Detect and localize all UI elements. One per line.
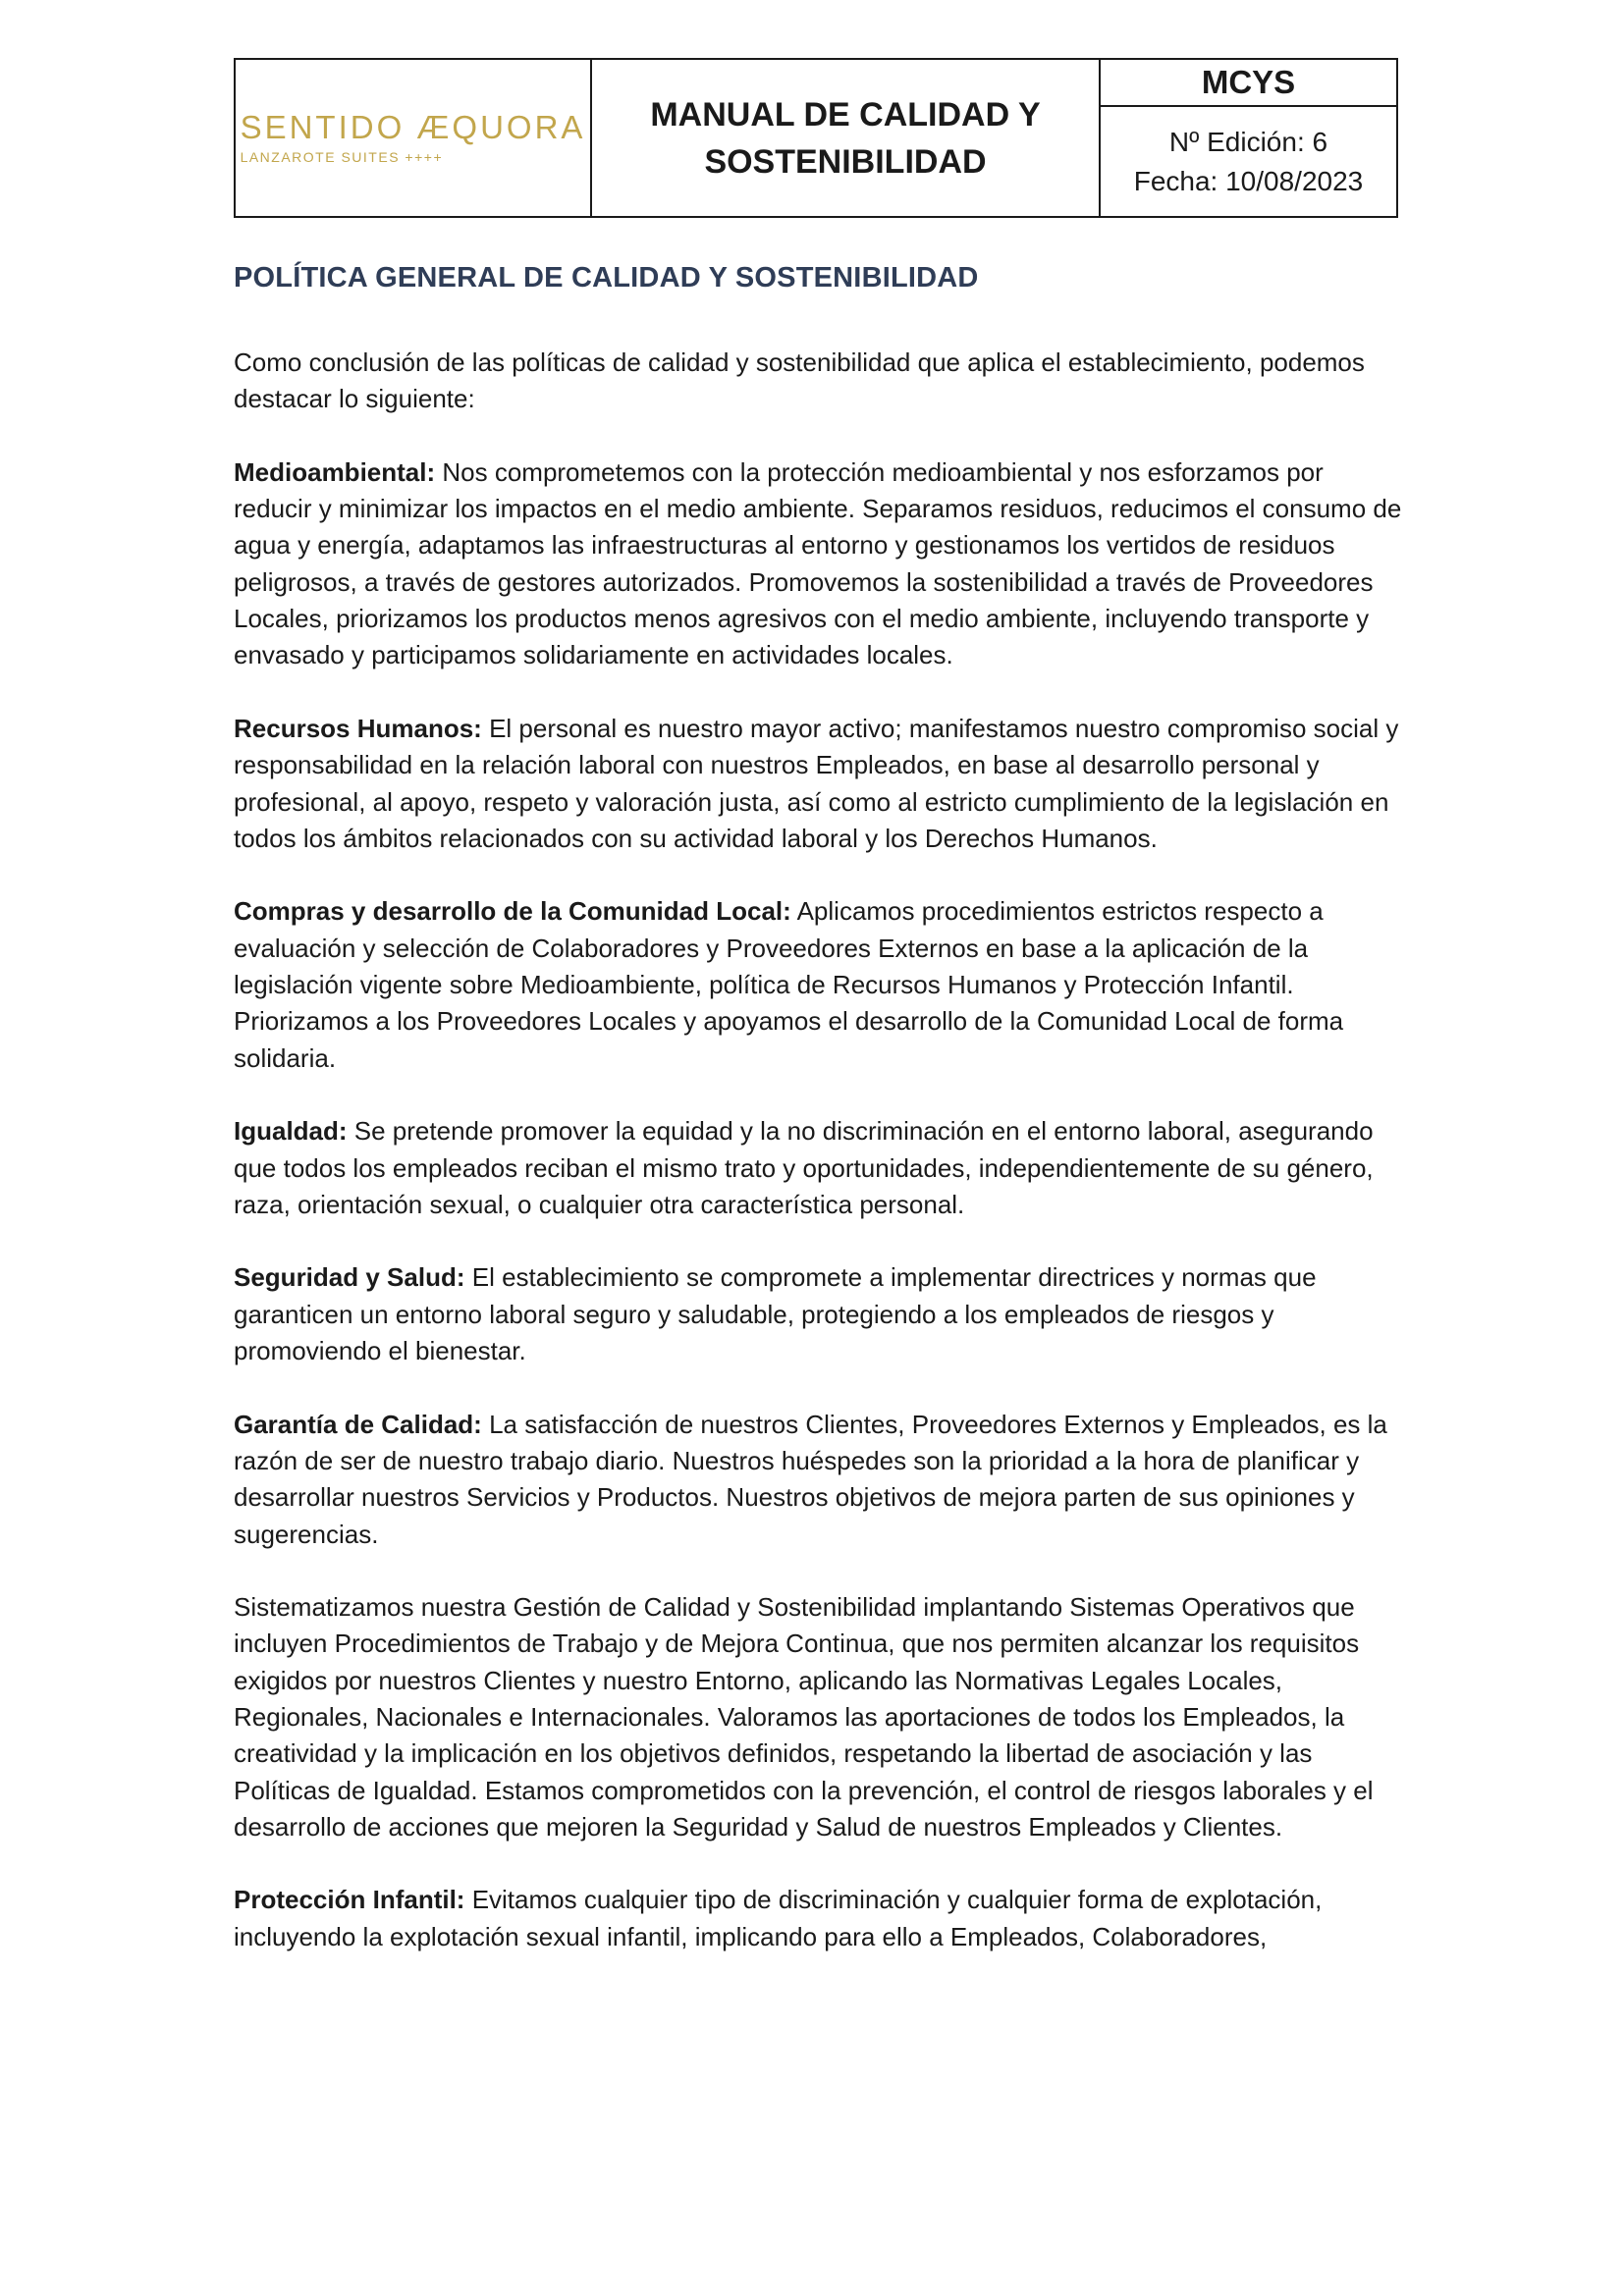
document-header bbox=[234, 58, 1398, 218]
page-title: POLÍTICA GENERAL DE CALIDAD Y SOSTENIBILIDAD bbox=[234, 262, 979, 294]
logo-main-text: SENTIDO ÆQUORA bbox=[240, 109, 586, 145]
edition-date: Fecha: 10/08/2023 bbox=[1133, 165, 1364, 196]
policy-paragraph bbox=[234, 1113, 1402, 1223]
policy-text: Nos comprometemos con la protección medioambiental y nos esforzamos por reducir y minimizar los impactos en el medio ambiente. Separamos residuos, reducimos el consumo de agua y energía, adaptamos las infraestructuras al entorno y gestionamos los vertidos de residuos peligrosos, a través de gestores autorizados. Promovemos la sostenibilidad a través de Proveedores Locales, priorizamos los productos menos agresivos con el medio ambiente, incluyendo transporte y envasado y participamos solidariamente en actividades locales. bbox=[234, 456, 1402, 670]
policy-paragraph bbox=[234, 893, 1402, 1076]
policy-text: Se pretende promover la equidad y la no discriminación en el entorno laboral, asegurando que todos los empleados reciban el mismo trato y oportunidades, independientemente de su género, raza, orientación sexual, o cualquier otra característica personal. bbox=[234, 1116, 1374, 1219]
policy-label: Compras y desarrollo de la Comunidad Local: bbox=[234, 896, 791, 927]
policy-label: Garantía de Calidad: bbox=[234, 1409, 482, 1439]
document-code: MCYS bbox=[1101, 60, 1396, 107]
document-title-line2: SOSTENIBILIDAD bbox=[704, 142, 987, 181]
systematize-paragraph: Sistematizamos nuestra Gestión de Calidad y Sostenibilidad implantando Sistemas Operativos que incluyen Procedimientos de Trabajo y de Mejora Continua, que nos permiten alcanzar los requisitos exigidos por nuestros Clientes y nuestro Entorno, aplicando las Normativas Legales Locales, Regionales, Nacionales e Internacionales. Valoramos las aportaciones de todos los Empleados, la creatividad y la implicación en los objetivos definidos, respetando la libertad de asociación y las Políticas de Igualdad. Estamos comprometidos con la prevención, el control de riesgos laborales y el desarrollo de acciones que mejoren la Seguridad y Salud de nuestros Empleados y Clientes. bbox=[234, 1592, 1374, 1842]
logo-sub-text: LANZAROTE SUITES ++++ bbox=[240, 149, 444, 165]
brand-logo bbox=[241, 111, 586, 165]
title-cell bbox=[592, 60, 1101, 216]
policy-text: El personal es nuestro mayor activo; manifestamos nuestro compromiso social y responsabilidad en la relación laboral con nuestros Empleados, en base al desarrollo personal y profesional, al apoyo, respeto y valoración justa, así como al estricto cumplimiento de la legislación en todos los ámbitos relacionados con su actividad laboral y los Derechos Humanos. bbox=[234, 713, 1399, 853]
policy-paragraph bbox=[234, 711, 1402, 857]
document-meta bbox=[1101, 107, 1396, 216]
document-title-line1: MANUAL DE CALIDAD Y bbox=[650, 95, 1041, 133]
policy-paragraph bbox=[234, 1259, 1402, 1369]
policy-label: Protección Infantil: bbox=[234, 1885, 465, 1915]
policy-paragraph bbox=[234, 454, 1402, 674]
logo-cell bbox=[236, 60, 592, 216]
policy-text: Aplicamos procedimientos estrictos respecto a evaluación y selección de Colaboradores y Proveedores Externos en base a la aplicación de la legislación vigente sobre Medioambiente, política de Recursos Humanos y Protección Infantil. Priorizamos a los Proveedores Locales y apoyamos el desarrollo de la Comunidad Local de forma solidaria. bbox=[234, 896, 1344, 1073]
policy-label: Igualdad: bbox=[234, 1116, 348, 1147]
intro-paragraph: Como conclusión de las políticas de calidad y sostenibilidad que aplica el establecimiento, podemos destacar lo siguiente: bbox=[234, 347, 1365, 414]
document-body bbox=[234, 258, 1402, 1992]
document-title bbox=[650, 91, 1040, 186]
policy-text: La satisfacción de nuestros Clientes, Proveedores Externos y Empleados, es la razón de ser de nuestro trabajo diario. Nuestros huéspedes son la prioridad a la hora de planificar y desarrollar nuestros Servicios y Productos. Nuestros objetivos de mejora parten de sus opiniones y sugerencias. bbox=[234, 1409, 1387, 1549]
policy-text: Evitamos cualquier tipo de discriminación y cualquier forma de explotación, incluyendo la explotación sexual infantil, implicando para ello a Empleados, Colaboradores, bbox=[234, 1885, 1323, 1951]
code-cell bbox=[1101, 60, 1396, 216]
edition-number: Nº Edición: 6 bbox=[1168, 126, 1328, 157]
policy-label: Recursos Humanos: bbox=[234, 713, 482, 743]
policy-label: Seguridad y Salud: bbox=[234, 1262, 465, 1293]
child-protection-paragraph bbox=[234, 1882, 1402, 1955]
policy-label: Medioambiental: bbox=[234, 456, 436, 487]
policy-text: El establecimiento se compromete a implementar directrices y normas que garanticen un entorno laboral seguro y saludable, protegiendo a los empleados de riesgos y promoviendo el bienestar. bbox=[234, 1262, 1317, 1366]
policy-paragraph bbox=[234, 1407, 1402, 1553]
